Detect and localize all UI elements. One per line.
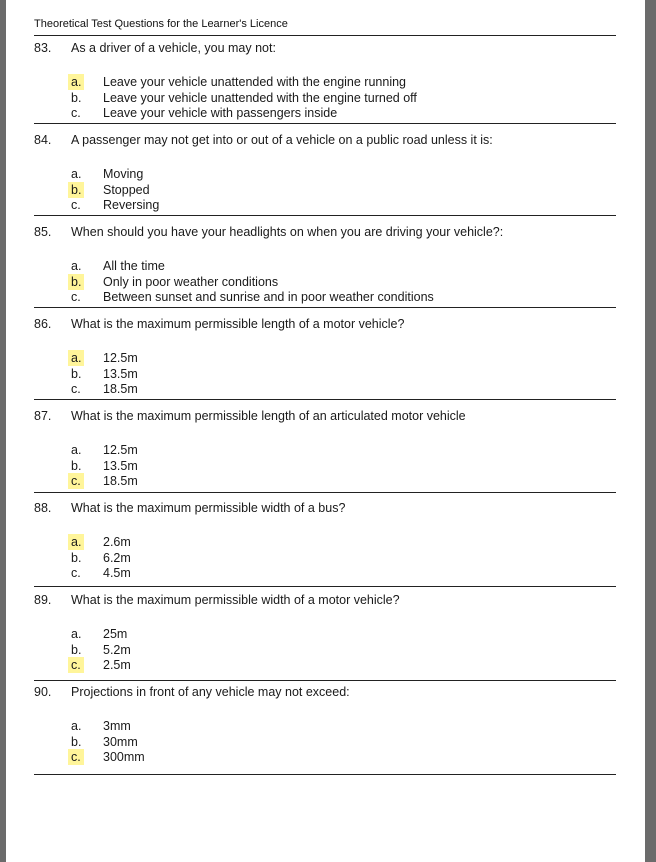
question-number: 89. <box>34 593 52 607</box>
option-letter: c. <box>68 657 84 673</box>
option-letter: a. <box>71 259 82 273</box>
option-letter: c. <box>68 749 84 765</box>
option-b <box>34 643 616 659</box>
question-number: 86. <box>34 317 52 331</box>
option-text: 13.5m <box>103 458 138 473</box>
option-b <box>34 459 616 475</box>
option-a <box>34 167 616 183</box>
question-85 <box>34 225 616 306</box>
option-c <box>34 382 616 398</box>
page-header: Theoretical Test Questions for the Learner's Licence <box>34 18 288 30</box>
option-list <box>34 719 616 766</box>
option-text: 4.5m <box>103 566 131 581</box>
option-list <box>34 351 616 398</box>
option-letter: a. <box>68 74 84 90</box>
section-rule <box>34 774 616 775</box>
question-text: What is the maximum permissible length of an articulated motor vehicle <box>71 409 466 423</box>
question-number: 84. <box>34 133 52 147</box>
section-rule <box>34 680 616 681</box>
option-text: 12.5m <box>103 443 138 457</box>
option-text: 18.5m <box>103 474 138 489</box>
option-text: 300mm <box>103 750 145 765</box>
header-rule <box>34 35 616 36</box>
option-letter: b. <box>71 366 82 381</box>
section-rule <box>34 123 616 124</box>
question-text: When should you have your headlights on when you are driving your vehicle?: <box>71 225 504 239</box>
option-letter: b. <box>71 550 82 565</box>
option-letter: c. <box>71 566 81 581</box>
option-letter: a. <box>71 719 82 733</box>
option-text: 5.2m <box>103 642 131 657</box>
option-text: Leave your vehicle unattended with the engine running <box>103 75 406 89</box>
option-a <box>34 443 616 459</box>
option-text: 30mm <box>103 734 138 749</box>
section-rule <box>34 586 616 587</box>
option-letter: c. <box>71 290 81 305</box>
option-text: All the time <box>103 259 165 273</box>
option-text: Leave your vehicle unattended with the engine turned off <box>103 90 417 105</box>
option-a <box>34 719 616 735</box>
option-letter: c. <box>71 198 81 213</box>
question-86 <box>34 317 616 398</box>
question-90 <box>34 685 616 766</box>
option-letter: c. <box>71 106 81 121</box>
option-c <box>34 198 616 214</box>
option-c <box>34 658 616 674</box>
option-text: Reversing <box>103 198 160 213</box>
question-89 <box>34 593 616 674</box>
option-letter: b. <box>71 734 82 749</box>
question-83 <box>34 41 616 122</box>
option-c <box>34 106 616 122</box>
option-text: 12.5m <box>103 351 138 365</box>
option-a <box>34 351 616 367</box>
option-text: Only in poor weather conditions <box>103 274 279 289</box>
document-page <box>6 0 645 862</box>
option-c <box>34 750 616 766</box>
option-c <box>34 566 616 582</box>
question-number: 88. <box>34 501 52 515</box>
option-text: Between sunset and sunrise and in poor weather conditions <box>103 290 434 305</box>
option-b <box>34 91 616 107</box>
option-b <box>34 735 616 751</box>
question-number: 85. <box>34 225 52 239</box>
option-list <box>34 75 616 122</box>
option-b <box>34 551 616 567</box>
option-list <box>34 535 616 582</box>
option-text: 25m <box>103 627 128 641</box>
option-text: 6.2m <box>103 550 131 565</box>
option-letter: a. <box>68 534 84 550</box>
option-list <box>34 259 616 306</box>
option-b <box>34 367 616 383</box>
option-text: Leave your vehicle with passengers inside <box>103 106 338 121</box>
option-c <box>34 474 616 490</box>
option-a <box>34 627 616 643</box>
question-number: 83. <box>34 41 52 55</box>
option-letter: a. <box>71 443 82 457</box>
section-rule <box>34 307 616 308</box>
section-rule <box>34 492 616 493</box>
question-text: What is the maximum permissible width of a bus? <box>71 501 346 515</box>
option-letter: a. <box>71 627 82 641</box>
question-number: 90. <box>34 685 52 699</box>
option-letter: a. <box>71 167 82 181</box>
section-rule <box>34 399 616 400</box>
option-letter: c. <box>71 382 81 397</box>
option-text: 13.5m <box>103 366 138 381</box>
option-text: 2.6m <box>103 535 131 549</box>
option-letter: b. <box>68 274 84 290</box>
option-letter: b. <box>71 90 82 105</box>
question-number: 87. <box>34 409 52 423</box>
question-84 <box>34 133 616 214</box>
option-text: 3mm <box>103 719 131 733</box>
question-text: What is the maximum permissible width of a motor vehicle? <box>71 593 400 607</box>
question-87 <box>34 409 616 490</box>
option-b <box>34 183 616 199</box>
question-text: Projections in front of any vehicle may not exceed: <box>71 685 350 699</box>
option-list <box>34 167 616 214</box>
option-letter: a. <box>68 350 84 366</box>
question-text: A passenger may not get into or out of a vehicle on a public road unless it is: <box>71 133 493 147</box>
option-text: 18.5m <box>103 382 138 397</box>
section-rule <box>34 215 616 216</box>
option-c <box>34 290 616 306</box>
option-letter: b. <box>68 182 84 198</box>
question-text: As a driver of a vehicle, you may not: <box>71 41 276 55</box>
option-a <box>34 75 616 91</box>
option-a <box>34 535 616 551</box>
question-88 <box>34 501 616 582</box>
option-letter: c. <box>68 473 84 489</box>
option-b <box>34 275 616 291</box>
option-letter: b. <box>71 642 82 657</box>
option-a <box>34 259 616 275</box>
question-text: What is the maximum permissible length of a motor vehicle? <box>71 317 405 331</box>
option-letter: b. <box>71 458 82 473</box>
option-list <box>34 627 616 674</box>
option-text: Moving <box>103 167 144 181</box>
option-list <box>34 443 616 490</box>
option-text: Stopped <box>103 182 150 197</box>
option-text: 2.5m <box>103 658 131 673</box>
